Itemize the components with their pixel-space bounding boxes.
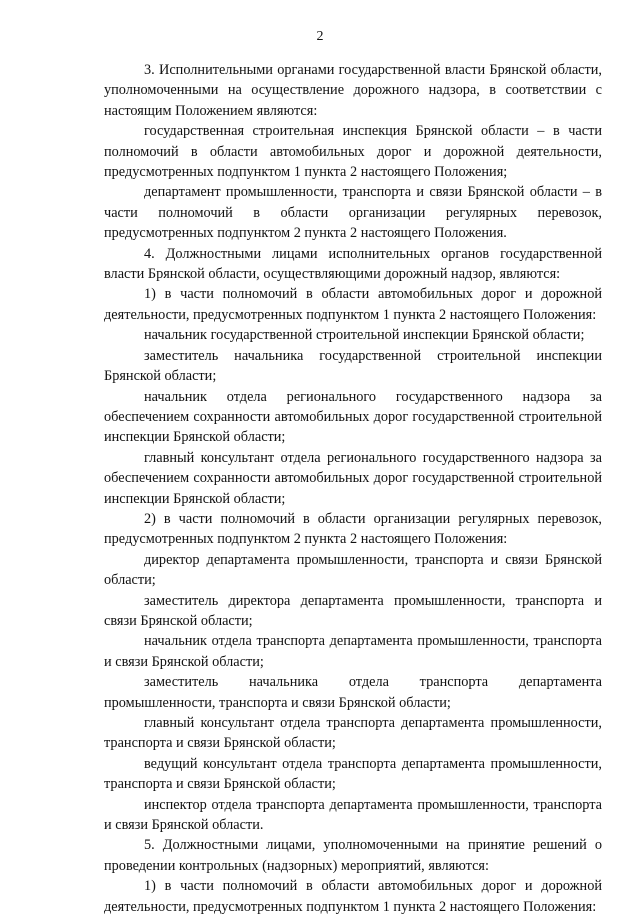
- list-item: начальник отдела регионального государственного надзора за обеспечением сохранности автомобильных дорог государственной строительной инспекции Брянской области;: [104, 388, 602, 446]
- list-item: главный консультант отдела регионального государственного надзора за обеспечением сохранности автомобильных дорог государственной строительной инспекции Брянской области;: [104, 449, 602, 507]
- list-item: главный консультант отдела транспорта департамента промышленности, транспорта и связи Брянской области;: [104, 715, 602, 752]
- list-item: заместитель начальника отдела транспорта департамента промышленности, транспорта и связи Брянской области;: [104, 674, 602, 711]
- paragraph-4-2: 2) в части полномочий в области организации регулярных перевозок, предусмотренных подпунктом 2 пункта 2 настоящего Положения:: [104, 510, 602, 548]
- list-item: директор департамента промышленности, транспорта и связи Брянской области;: [104, 551, 602, 589]
- paragraph-4-intro: 4. Должностными лицами исполнительных органов государственной власти Брянской области, осуществляющими дорожный надзор, являются:: [104, 245, 602, 283]
- paragraph-4-1: 1) в части полномочий в области автомобильных дорог и дорожной деятельности, предусмотренных подпунктом 1 пункта 2 настоящего Положения:: [104, 286, 602, 323]
- list-item: инспектор отдела транспорта департамента промышленности, транспорта и связи Брянской области.: [104, 796, 602, 834]
- paragraph-transport-dept: департамент промышленности, транспорта и связи Брянской области – в части полномочий в области организации регулярных перевозок, предусмотренных подпунктом 2 пункта 2 настоящего Положения.: [104, 184, 602, 242]
- list-item: заместитель начальника государственной строительной инспекции Брянской области;: [104, 347, 602, 385]
- document-body: [104, 60, 602, 917]
- list-item: ведущий консультант отдела транспорта департамента промышленности, транспорта и связи Брянской области;: [104, 755, 602, 793]
- paragraph-5-intro: 5. Должностными лицами, уполномоченными на принятие решений о проведении контрольных (надзорных) мероприятий, являются:: [104, 837, 602, 874]
- page-number: 2: [316, 29, 324, 44]
- list-item: начальник государственной строительной инспекции Брянской области;: [144, 327, 585, 344]
- paragraph-3-intro: 3. Исполнительными органами государственной власти Брянской области, уполномоченными на осуществление дорожного надзора, в соответствии с настоящим Положением являются:: [104, 62, 602, 119]
- paragraph-5-1: 1) в части полномочий в области автомобильных дорог и дорожной деятельности, предусмотренных подпунктом 1 пункта 2 настоящего Положения:: [104, 878, 602, 915]
- paragraph-stroy-inspection: государственная строительная инспекция Брянской области – в части полномочий в области автомобильных дорог и дорожной деятельности, предусмотренных подпунктом 1 пункта 2 настоящего Положения;: [104, 123, 602, 181]
- list-item: заместитель директора департамента промышленности, транспорта и связи Брянской области;: [104, 592, 602, 629]
- list-item: начальник отдела транспорта департамента промышленности, транспорта и связи Брянской области;: [104, 633, 602, 670]
